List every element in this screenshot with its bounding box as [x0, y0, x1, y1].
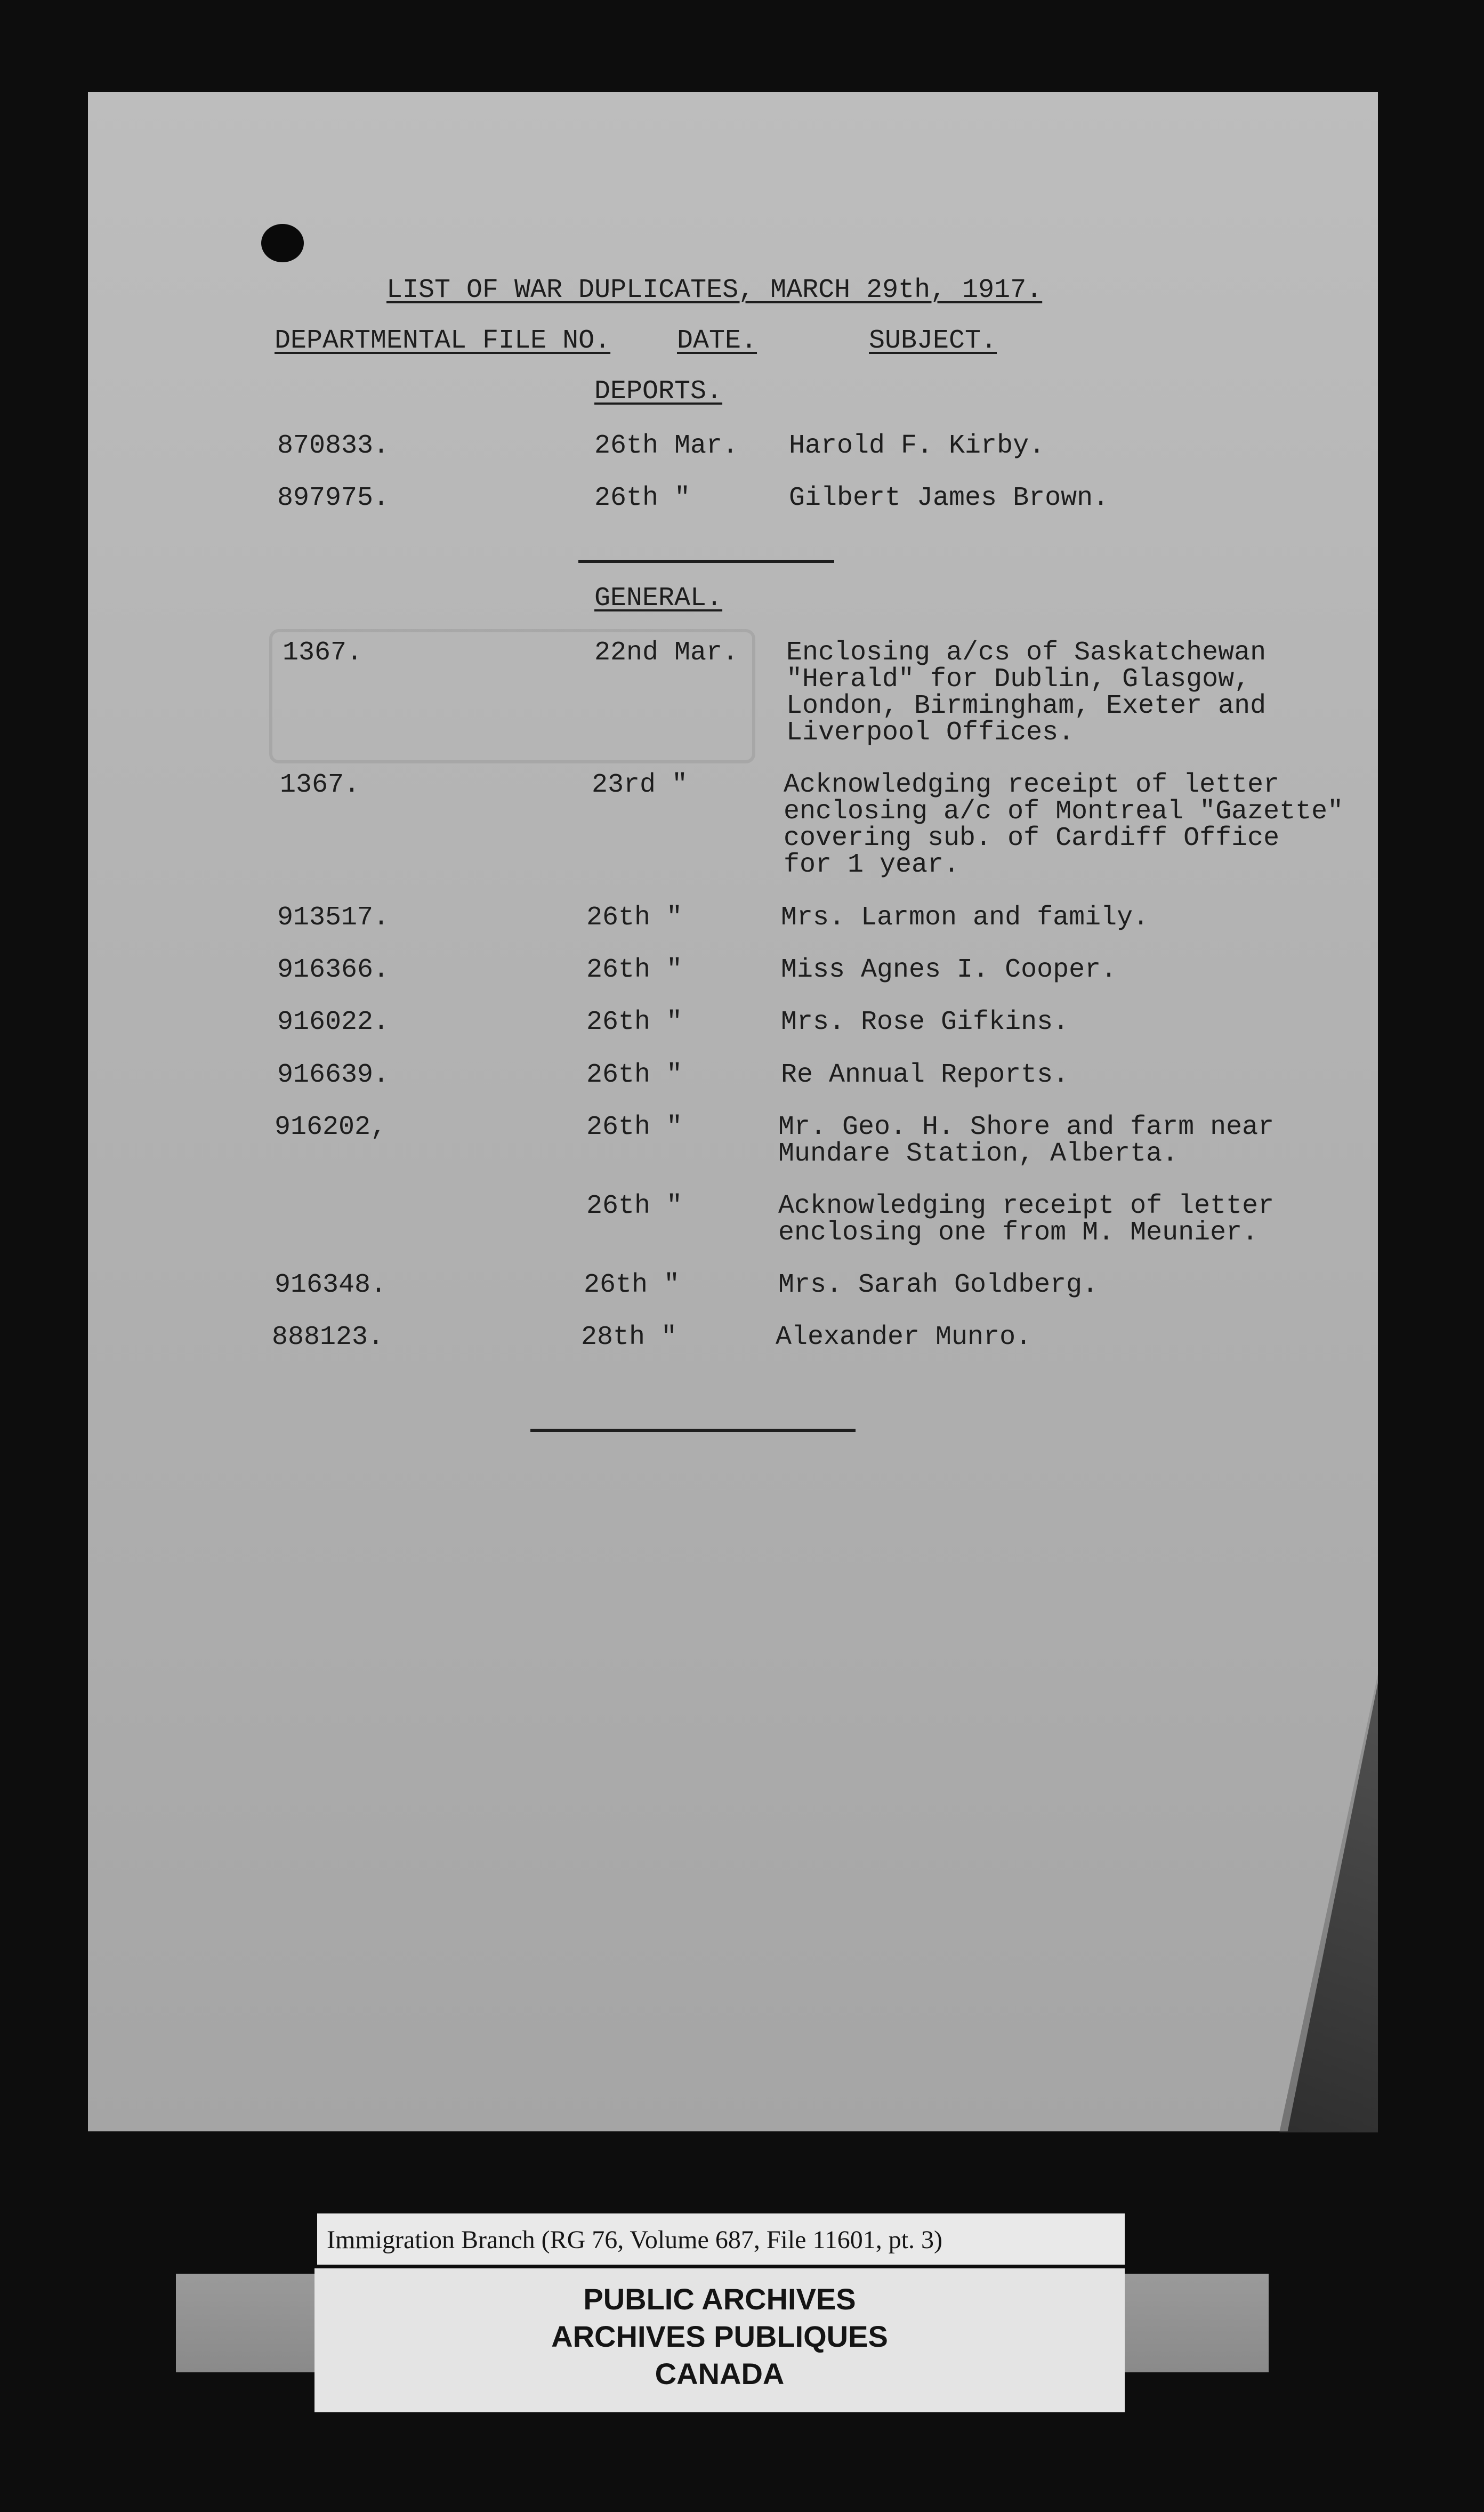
- entry-date: 23rd ": [592, 770, 688, 800]
- entry-subject: Gilbert James Brown.: [789, 483, 1109, 513]
- entry-date: 26th Mar.: [594, 431, 739, 461]
- document-title: LIST OF WAR DUPLICATES, MARCH 29th, 1917.: [386, 275, 1043, 305]
- archive-reference-text: Immigration Branch (RG 76, Volume 687, File 11601, pt. 3): [327, 2226, 943, 2254]
- entry-subject-line: for 1 year.: [784, 850, 960, 880]
- entry-file-no: 916639.: [277, 1060, 390, 1090]
- entry-file-no: 888123.: [272, 1322, 384, 1352]
- entry-file-no: 1367.: [280, 770, 360, 800]
- entry-date: 26th ": [584, 1270, 680, 1300]
- archive-name-en: PUBLIC ARCHIVES: [583, 2282, 856, 2316]
- entry-subject: Mrs. Rose Gifkins.: [781, 1007, 1069, 1037]
- entry-subject: Miss Agnes I. Cooper.: [781, 955, 1117, 985]
- entry-file-no: 897975.: [277, 483, 390, 513]
- section-heading-deports: DEPORTS.: [594, 376, 723, 407]
- entry-subject-line: Acknowledging receipt of letter: [778, 1191, 1275, 1221]
- archive-name-fr: ARCHIVES PUBLIQUES: [551, 2320, 888, 2353]
- entry-subject-line: Mr. Geo. H. Shore and farm near: [778, 1112, 1275, 1142]
- entry-file-no: 916366.: [277, 955, 390, 985]
- section-heading-general: GENERAL.: [594, 583, 723, 614]
- punch-hole-icon: [261, 224, 304, 262]
- entry-subject: Mrs. Larmon and family.: [781, 903, 1149, 933]
- header-date: DATE.: [677, 326, 757, 356]
- entry-subject: Harold F. Kirby.: [789, 431, 1045, 461]
- entry-date: 26th ": [594, 483, 691, 513]
- entry-date: 22nd Mar.: [594, 638, 739, 668]
- entry-file-no: 916022.: [277, 1007, 390, 1037]
- header-file-no: DEPARTMENTAL FILE NO.: [275, 326, 611, 356]
- entry-file-no: 870833.: [277, 431, 390, 461]
- entry-file-no: 1367.: [283, 638, 363, 668]
- entry-subject: Alexander Munro.: [776, 1322, 1032, 1352]
- entry-date: 26th ": [586, 1191, 683, 1221]
- entry-subject-line: Liverpool Offices.: [786, 718, 1075, 748]
- entry-subject-line: Acknowledging receipt of letter: [784, 770, 1280, 800]
- entry-date: 26th ": [586, 955, 683, 985]
- entry-date: 26th ": [586, 1112, 683, 1142]
- entry-date: 28th ": [581, 1322, 678, 1352]
- archive-reference-label: [317, 2213, 1125, 2265]
- entry-subject-line: "Herald" for Dublin, Glasgow,: [786, 664, 1251, 695]
- section-divider: [578, 560, 834, 563]
- entry-date: 26th ": [586, 903, 683, 933]
- entry-subject-line: London, Birmingham, Exeter and: [786, 691, 1267, 721]
- entry-subject-line: Enclosing a/cs of Saskatchewan: [786, 638, 1267, 668]
- end-divider: [530, 1429, 856, 1432]
- entry-file-no: 913517.: [277, 903, 390, 933]
- entry-file-no: 916348.: [275, 1270, 387, 1300]
- entry-subject-line: enclosing a/c of Montreal "Gazette": [784, 796, 1344, 827]
- entry-subject-line: enclosing one from M. Meunier.: [778, 1218, 1259, 1248]
- entry-subject: Re Annual Reports.: [781, 1060, 1069, 1090]
- entry-subject: Mrs. Sarah Goldberg.: [778, 1270, 1099, 1300]
- archive-stamp-card: [314, 2268, 1125, 2412]
- archive-country: CANADA: [655, 2357, 785, 2390]
- entry-file-no: 916202,: [275, 1112, 387, 1142]
- entry-date: 26th ": [586, 1007, 683, 1037]
- header-subject: SUBJECT.: [869, 326, 997, 356]
- entry-subject-line: Mundare Station, Alberta.: [778, 1139, 1179, 1169]
- entry-date: 26th ": [586, 1060, 683, 1090]
- entry-subject-line: covering sub. of Cardiff Office: [784, 823, 1280, 854]
